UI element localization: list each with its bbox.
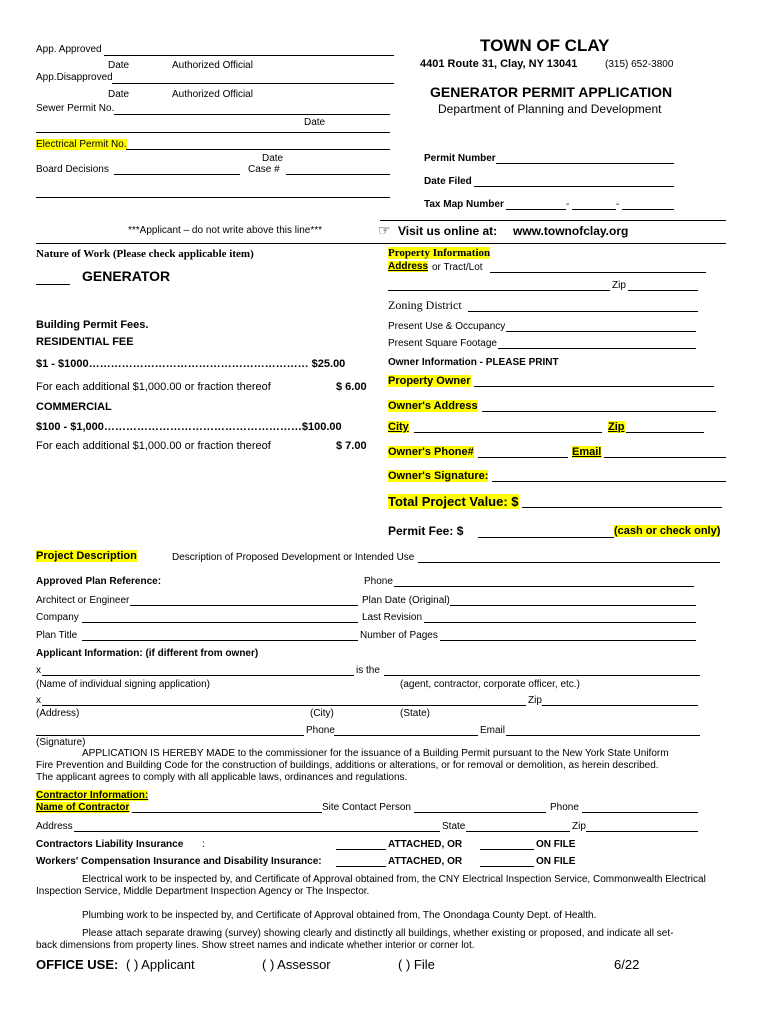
owners-phone-label: Owner's Phone# [388,446,474,458]
company-label: Company [36,612,79,623]
town-address: 4401 Route 31, Clay, NY 13041 [420,58,578,70]
workers-onfile-line[interactable] [480,866,534,867]
permit-number-label: Permit Number [424,153,496,164]
permit-fee-label: Permit Fee: $ [388,524,464,538]
fees-heading: Building Permit Fees. [36,319,149,331]
property-info-heading: Property Information [388,247,491,259]
architect-label: Architect or Engineer [36,595,130,606]
is-the-label: is the [356,665,380,676]
authorized-official-label-2: Authorized Official [172,89,253,100]
total-value-line[interactable] [522,507,722,508]
case-line[interactable] [286,174,390,175]
website-link[interactable]: www.townofclay.org [513,224,629,238]
zoning-district-line[interactable] [468,311,698,312]
owner-info-heading: Owner Information - PLEASE PRINT [388,357,559,368]
site-contact-label: Site Contact Person [322,802,411,813]
permit-fee-line[interactable] [478,537,614,538]
applicant-role-line[interactable] [384,675,700,676]
liability-onfile-line[interactable] [480,849,534,850]
contractor-state-label: State [442,821,466,832]
owners-signature-line[interactable] [492,481,726,482]
contractor-name-line[interactable] [132,812,322,813]
description-line[interactable] [418,562,720,563]
residential-range: $1 - $1000…………………………………………………… $25.00 [36,358,346,370]
application-declaration: APPLICATION IS HEREBY MADE to the commissioner for the issuance of a Building Permit pursuant to the New York State Uniform Fire Prevention and Building Code for the construction of buildings, additions or alterations, or for removal or demolition, as herein described. The applicant agrees to comply with all applicable laws, ordinances and regulations. [36,748,669,783]
zoning-district-label: Zoning District [388,298,462,312]
number-pages-line[interactable] [440,640,696,641]
project-description-heading: Project Description [36,550,137,562]
tax-map-line-2[interactable] [572,209,616,210]
approved-plan-label: Approved Plan Reference: [36,576,162,587]
city-caption: (City) [310,708,334,719]
town-phone: (315) 652-3800 [605,59,674,70]
workers-attached-line[interactable] [336,866,386,867]
liability-on-file: ON FILE [536,839,576,850]
sewer-permit-line[interactable] [114,114,390,115]
applicant-note: ***Applicant – do not write above this line*** [128,225,323,236]
nature-of-work-heading: Nature of Work (Please check applicable item) [36,248,254,260]
app-disapproved-label: App.Disapproved [36,72,113,83]
description-label: Description of Proposed Development or Intended Use [172,552,415,563]
workers-attached-or: ATTACHED, OR [388,856,463,867]
workers-on-file: ON FILE [536,856,576,867]
last-revision-line[interactable] [424,622,696,623]
applicant-phone-label: Phone [306,725,335,736]
commercial-additional: For each additional $1,000.00 or fraction thereof [36,440,271,452]
liability-attached-line[interactable] [336,849,386,850]
liability-label: Contractors Liability Insurance [36,839,184,850]
property-address-line[interactable] [490,272,706,273]
owner-email-label: Email [572,446,602,458]
liability-attached-or: ATTACHED, OR [388,839,463,850]
contractor-info-heading: Contractor Information: [36,790,149,801]
architect-line[interactable] [130,605,358,606]
board-decisions-line[interactable] [114,174,240,175]
residential-additional: For each additional $1,000.00 or fraction thereof [36,381,271,393]
owners-phone-line[interactable] [478,457,568,458]
agent-caption: (agent, contractor, corporate officer, etc.) [400,679,580,690]
commercial-heading: COMMERCIAL [36,401,112,413]
board-decisions-label: Board Decisions [36,164,109,175]
electrical-permit-line[interactable] [126,149,390,150]
residential-fee-heading: RESIDENTIAL FEE [36,336,134,348]
owner-email-line[interactable] [604,457,726,458]
tax-map-line-3[interactable] [622,209,674,210]
signature-caption: (Signature) [36,737,86,748]
company-line[interactable] [82,622,358,623]
applicant-email-label: Email [480,725,506,736]
plan-title-line[interactable] [82,640,358,641]
workers-comp-label: Workers' Compensation Insurance and Disability Insurance: [36,856,322,867]
residential-additional-amount: $ 6.00 [336,381,367,393]
date-label-3: Date [304,117,326,128]
plumbing-note: Plumbing work to be inspected by, and Certificate of Approval obtained from, The Onondaga County Dept. of Health. [82,910,597,921]
property-address-line-2[interactable] [388,290,610,291]
property-zip-line[interactable] [628,290,698,291]
present-use-line[interactable] [506,331,696,332]
applicant-x-1: x [36,665,41,676]
property-zip-label: Zip [612,280,626,291]
number-pages-label: Number of Pages [360,630,438,641]
electrical-permit-label: Electrical Permit No. [36,139,127,150]
generator-checkbox-line[interactable] [36,284,70,285]
plan-phone-label: Phone [364,576,393,587]
contractor-state-line[interactable] [466,831,570,832]
admin-divider [36,132,390,133]
tax-map-dash-2: - [616,199,620,210]
owner-city-line[interactable] [414,432,602,433]
property-owner-label: Property Owner [388,375,471,387]
tax-map-label: Tax Map Number [424,199,504,210]
commercial-additional-amount: $ 7.00 [336,440,367,452]
date-label-1: Date [108,60,130,71]
tract-lot-label: or Tract/Lot [432,262,483,273]
owner-city-label: City [388,421,409,433]
commercial-range: $100 - $1,000………………………………………………$100.00 [36,421,342,433]
cash-check-note: (cash or check only) [614,525,721,537]
date-label-2: Date [108,89,130,100]
owners-address-label: Owner's Address [388,400,478,412]
permit-number-line[interactable] [496,163,674,164]
present-sqft-line[interactable] [498,348,696,349]
office-applicant-option[interactable]: ( ) Applicant [126,957,195,972]
applicant-x-2: x [36,695,41,706]
case-label: Case # [248,164,280,175]
form-title: GENERATOR PERMIT APPLICATION [430,84,673,100]
office-assessor-option[interactable]: ( ) Assessor [262,957,331,972]
authorized-official-label-1: Authorized Official [172,60,253,71]
present-use-label: Present Use & Occupancy [388,321,506,332]
contractor-address-label: Address [36,821,73,832]
date-filed-line[interactable] [474,186,674,187]
admin-blank-line[interactable] [36,197,390,198]
applicant-zip-label: Zip [528,695,542,706]
present-sqft-label: Present Square Footage [388,338,497,349]
app-disapproved-line[interactable] [112,83,394,84]
sewer-permit-label: Sewer Permit No. [36,103,115,114]
generator-option: GENERATOR [82,268,171,284]
applicant-signature-line[interactable] [36,735,304,736]
drawing-note: Please attach separate drawing (survey) showing clearly and distinctly all buildings, whether existing or proposed, and indicate all set-back dimensions from property lines. Show street names and indicate whether interior or corner lot. [36,928,674,951]
plan-date-line[interactable] [450,605,696,606]
address-caption: (Address) [36,708,80,719]
contractor-phone-label: Phone [550,802,579,813]
visit-divider [380,220,726,221]
app-approved-line[interactable] [104,55,394,56]
visit-label: Visit us online at: [398,224,498,238]
electrical-note: Electrical work to be inspected by, and Certificate of Approval obtained from, the CNY Electrical Inspection Service, Commonwealth Electrical Inspection Service, Middle Department Inspection Agency or The Inspector. [36,874,706,897]
site-contact-line[interactable] [414,812,546,813]
applicant-email-line[interactable] [506,735,700,736]
liability-colon: : [202,839,205,850]
contractor-name-label: Name of Contractor [36,802,130,813]
property-address-label: Address [388,261,429,272]
pointing-hand-icon: ☞ [378,222,391,238]
total-value-label: Total Project Value: $ [388,494,519,509]
contractor-phone-line[interactable] [582,812,698,813]
owner-zip-label: Zip [608,421,625,433]
name-individual-caption: (Name of individual signing application) [36,679,210,690]
applicant-phone-line[interactable] [334,735,478,736]
department-name: Department of Planning and Development [438,102,662,116]
contractor-address-line[interactable] [74,831,440,832]
plan-date-label: Plan Date (Original) [362,595,450,606]
owners-address-line[interactable] [482,411,716,412]
applicant-name-line[interactable] [42,675,354,676]
applicant-info-heading: Applicant Information: (if different from owner) [36,648,259,659]
property-owner-line[interactable] [474,386,714,387]
contractor-zip-line[interactable] [586,831,698,832]
applicant-address-line[interactable] [42,705,526,706]
plan-phone-line[interactable] [394,586,694,587]
office-use-label: OFFICE USE: [36,957,119,972]
tax-map-dash-1: - [566,199,570,210]
applicant-zip-line[interactable] [542,705,698,706]
owner-zip-line[interactable] [626,432,704,433]
app-approved-label: App. Approved [36,44,102,55]
state-caption: (State) [400,708,431,719]
main-divider [36,243,726,244]
form-version: 6/22 [614,957,640,972]
owners-signature-label: Owner's Signature: [388,470,489,482]
office-file-option[interactable]: ( ) File [398,957,435,972]
last-revision-label: Last Revision [362,612,423,623]
tax-map-line-1[interactable] [506,209,566,210]
plan-title-label: Plan Title [36,630,78,641]
date-filed-label: Date Filed [424,176,472,187]
town-title: TOWN OF CLAY [480,36,610,55]
contractor-zip-label: Zip [572,821,586,832]
date-label-4: Date [262,153,284,164]
